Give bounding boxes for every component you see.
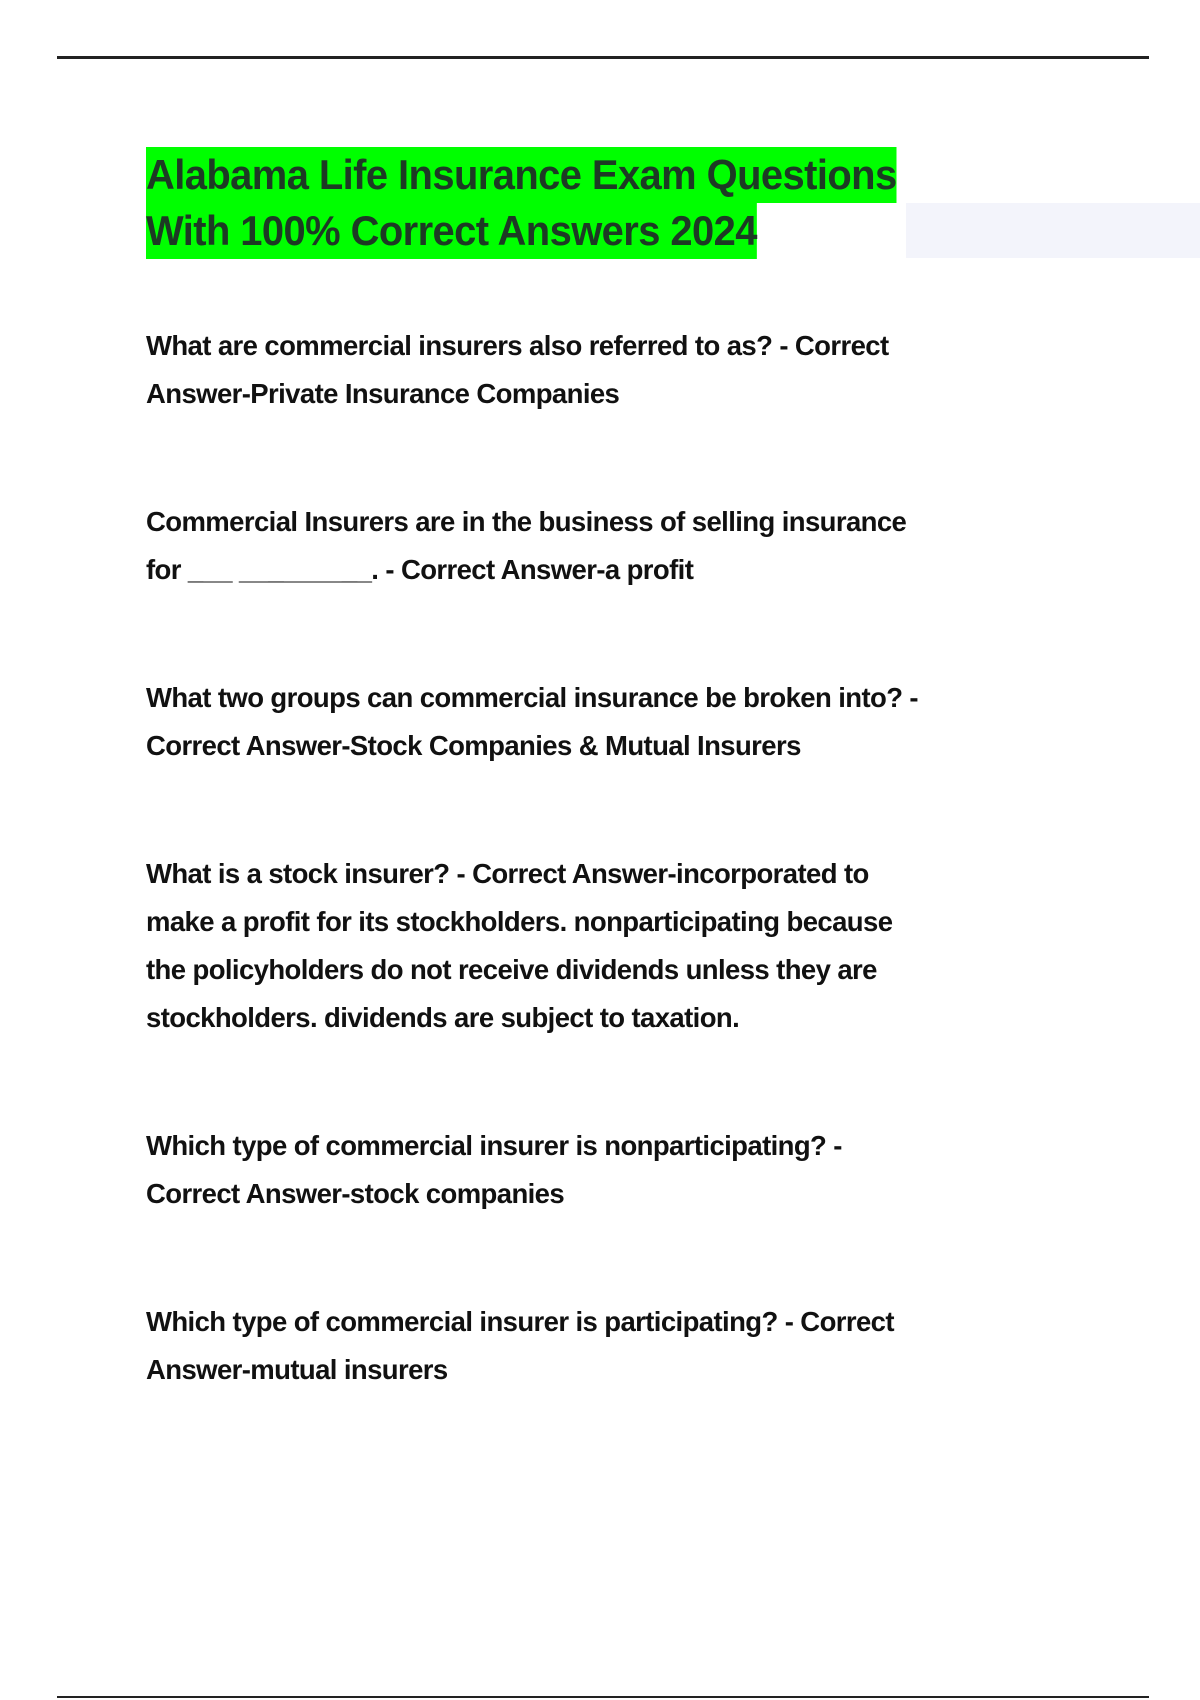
footer-rule	[57, 1696, 1149, 1698]
qa-line: What are commercial insurers also referred to as? - Correct	[146, 330, 889, 361]
qa-item-5	[146, 1122, 1106, 1218]
qa-line: stockholders. dividends are subject to taxation.	[146, 1002, 740, 1033]
title-line-1: Alabama Life Insurance Exam Questions	[146, 147, 897, 203]
qa-line: Answer-Private Insurance Companies	[146, 378, 620, 409]
qa-line: Correct Answer-Stock Companies & Mutual Insurers	[146, 730, 801, 761]
document-title	[146, 147, 1096, 259]
qa-item-1	[146, 322, 1106, 418]
title-line-2: With 100% Correct Answers 2024	[146, 203, 757, 259]
qa-line: for ___ _________. - Correct Answer-a profit	[146, 554, 694, 585]
qa-item-2	[146, 498, 1106, 594]
title-shade	[906, 203, 1200, 258]
qa-item-4	[146, 850, 1106, 1042]
qa-line: What is a stock insurer? - Correct Answer-incorporated to	[146, 858, 869, 889]
header-rule	[57, 56, 1149, 59]
qa-item-3	[146, 674, 1106, 770]
qa-line: What two groups can commercial insurance be broken into? -	[146, 682, 918, 713]
qa-line: make a profit for its stockholders. nonparticipating because	[146, 906, 893, 937]
qa-line: Commercial Insurers are in the business of selling insurance	[146, 506, 907, 537]
qa-line: Correct Answer-stock companies	[146, 1178, 565, 1209]
qa-line: Which type of commercial insurer is nonparticipating? -	[146, 1130, 842, 1161]
qa-line: Answer-mutual insurers	[146, 1354, 448, 1385]
qa-item-6	[146, 1298, 1106, 1394]
qa-line: Which type of commercial insurer is participating? - Correct	[146, 1306, 894, 1337]
qa-line: the policyholders do not receive dividends unless they are	[146, 954, 877, 985]
